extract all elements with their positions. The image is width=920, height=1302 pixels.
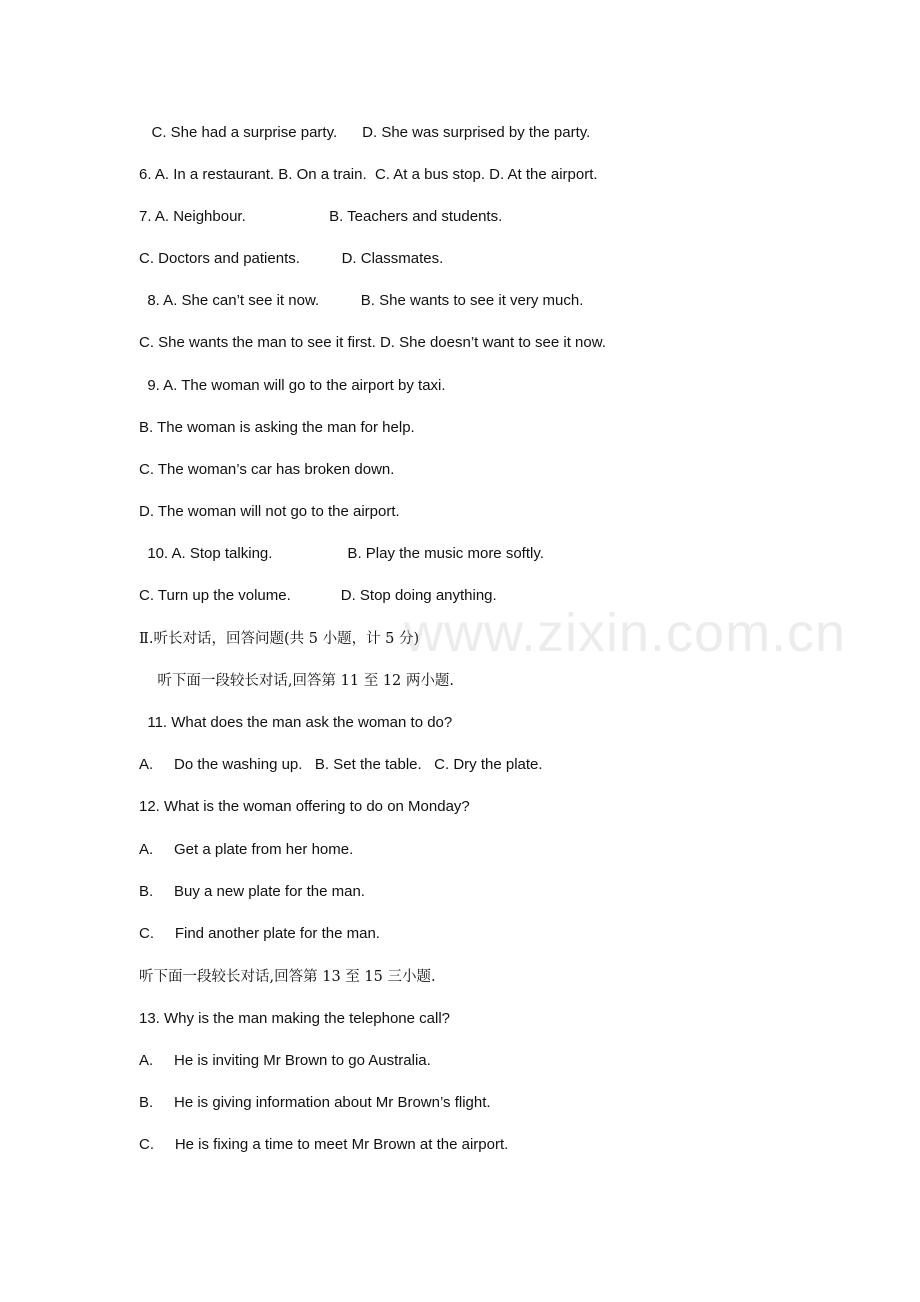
q8-options-cd: C. She wants the man to see it first. D. She doesn’t want to see it now. [139, 334, 606, 351]
section-2-heading: Ⅱ.听长对话，回答问题(共 5 小题，计 5 分) [139, 631, 420, 647]
q13-option-c: C. He is fixing a time to meet Mr Brown at the airport. [139, 1136, 509, 1153]
q12-question: 12. What is the woman offering to do on Monday? [139, 798, 470, 815]
q13-option-b: B. He is giving information about Mr Brown’s flight. [139, 1094, 491, 1111]
watermark: www.zixin.com.cn [404, 603, 847, 663]
q10-options-ab: 10. A. Stop talking. B. Play the music more softly. [139, 545, 544, 562]
q12-option-b: B. Buy a new plate for the man. [139, 883, 365, 900]
q7-options-cd: C. Doctors and patients. D. Classmates. [139, 250, 444, 267]
q12-option-c: C. Find another plate for the man. [139, 925, 380, 942]
q7-options-ab: 7. A. Neighbour. B. Teachers and students. [139, 208, 503, 225]
q11-question: 11. What does the man ask the woman to do? [139, 714, 453, 731]
q9-option-d: D. The woman will not go to the airport. [139, 503, 400, 520]
q13-question: 13. Why is the man making the telephone call? [139, 1010, 451, 1027]
q8-options-ab: 8. A. She can’t see it now. B. She wants to see it very much. [139, 292, 584, 309]
q9-option-c: C. The woman’s car has broken down. [139, 461, 395, 478]
q9-option-a: 9. A. The woman will go to the airport by taxi. [139, 377, 446, 394]
q13-option-a: A. He is inviting Mr Brown to go Australia. [139, 1052, 431, 1069]
q10-options-cd: C. Turn up the volume. D. Stop doing anything. [139, 587, 497, 604]
q6-options: 6. A. In a restaurant. B. On a train. C. At a bus stop. D. At the airport. [139, 166, 598, 183]
instruction-13-15: 听下面一段较长对话,回答第 13 至 15 三小题. [139, 969, 436, 985]
q5-options-cd: C. She had a surprise party. D. She was surprised by the party. [139, 124, 591, 141]
instruction-11-12: 听下面一段较长对话,回答第 11 至 12 两小题. [139, 673, 454, 689]
q11-options: A. Do the washing up. B. Set the table. C. Dry the plate. [139, 756, 543, 773]
q9-option-b: B. The woman is asking the man for help. [139, 419, 415, 436]
q12-option-a: A. Get a plate from her home. [139, 841, 354, 858]
